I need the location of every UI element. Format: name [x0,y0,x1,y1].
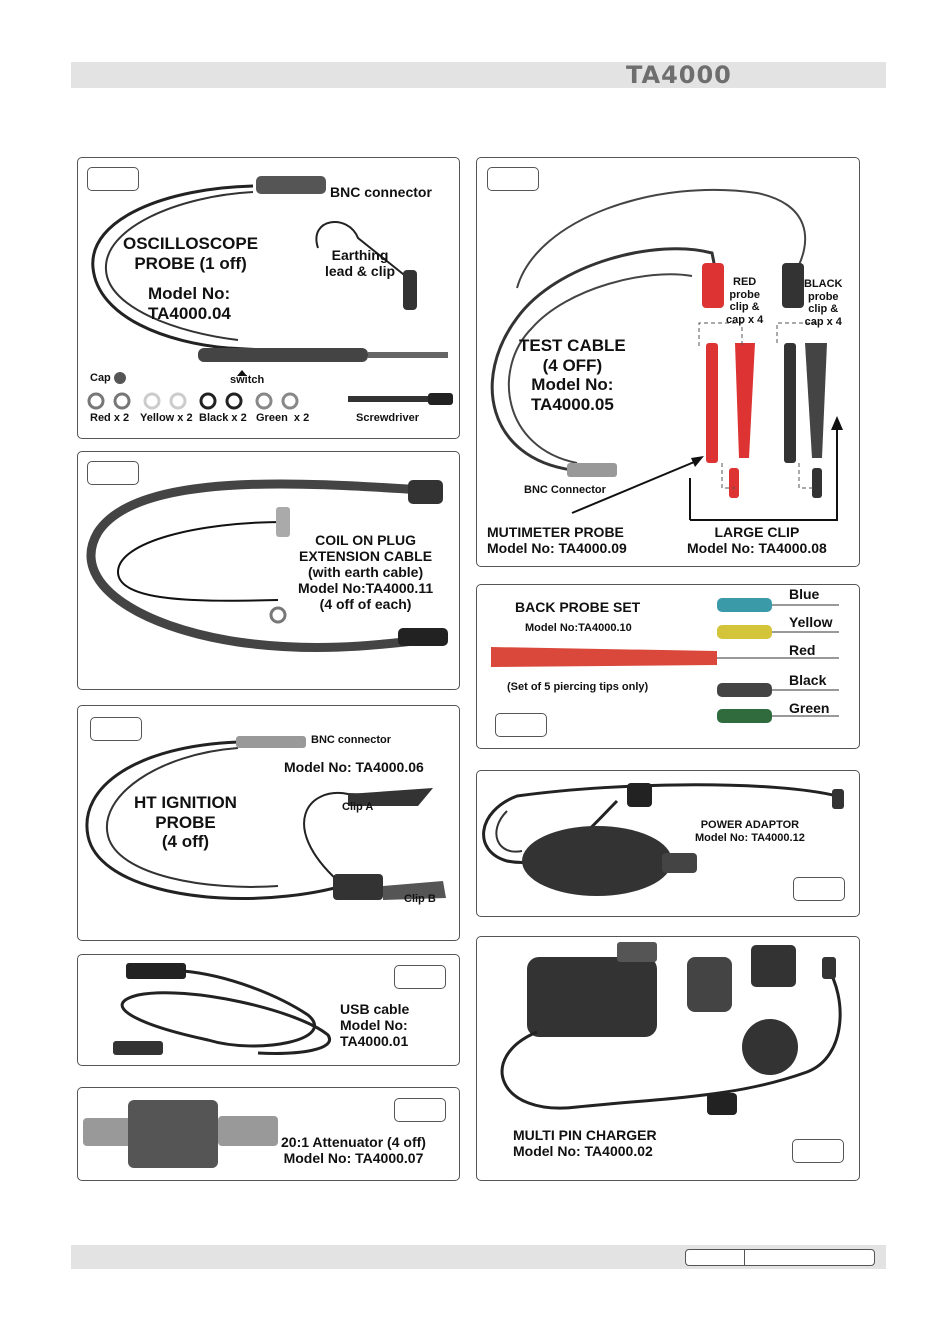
footer-box-left [685,1249,745,1266]
color-label-yellow: Yellow [789,614,833,630]
oscilloscope-probe-name: OSCILLOSCOPE PROBE (1 off) [123,234,259,273]
ring-label-green: Green x 2 [256,412,310,424]
ring-label-yellow: Yellow x 2 [140,412,193,424]
ring-label-red: Red x 2 [90,412,130,424]
cap-label: Cap [90,372,111,384]
back-probe-model: Model No:TA4000.10 [525,622,632,634]
attenuator-label: 20:1 Attenuator (4 off) Model No: TA4000.07 [281,1134,426,1167]
page-title: TA4000 [626,61,732,89]
bnc-connector-label: BNC connector [330,184,432,200]
large-clip-label: LARGE CLIP Model No: TA4000.08 [687,524,827,557]
panel-power-adaptor [476,770,860,917]
test-cable-name: TEST CABLE (4 OFF) Model No: TA4000.05 [519,336,626,414]
power-adaptor-label: POWER ADAPTOR Model No: TA4000.12 [695,819,805,844]
black-probe-label: BLACK probe clip & cap x 4 [804,278,843,328]
panel-attenuator [77,1087,460,1181]
coil-on-plug-label: COIL ON PLUG EXTENSION CABLE (with earth cable) Model No:TA4000.11 (4 off of each) [298,532,434,613]
multi-pin-charger-label: MULTI PIN CHARGER Model No: TA4000.02 [513,1127,657,1160]
header-band [71,62,886,88]
red-probe-label: RED probe clip & cap x 4 [726,276,764,326]
ring-label-black: Black x 2 [199,412,247,424]
color-label-green: Green [789,700,830,716]
earthing-lead-label: Earthing lead & clip [325,247,396,280]
back-probe-note: (Set of 5 piercing tips only) [507,681,649,693]
color-label-black: Black [789,672,827,688]
panel-oscilloscope-probe [77,157,460,439]
ht-ignition-probe-name: HT IGNITION PROBE (4 off) [134,793,237,852]
switch-label: switch [230,374,265,386]
bnc-connector-label: BNC Connector [524,484,606,496]
color-label-blue: Blue [789,586,820,602]
panel-back-probe-set [476,584,860,749]
usb-cable-label: USB cable Model No: TA4000.01 [340,1001,410,1050]
multimeter-probe-label: MUTIMETER PROBE Model No: TA4000.09 [487,524,627,557]
clip-b-label: Clip B [404,893,436,905]
back-probe-title: BACK PROBE SET [515,599,641,615]
screwdriver-label: Screwdriver [356,412,419,424]
panel-usb-cable [77,954,460,1066]
footer-box-right [744,1249,875,1266]
panel-test-cable [476,157,860,567]
oscilloscope-model: Model No: TA4000.04 [148,284,231,323]
panel-ht-ignition-probe [77,705,460,941]
color-label-red: Red [789,642,816,658]
clip-a-label: Clip A [342,801,374,813]
panel-multi-pin-charger [476,936,860,1181]
ht-model-label: Model No: TA4000.06 [284,759,424,775]
ht-bnc-connector-label: BNC connector [311,734,392,746]
panel-coil-on-plug [77,451,460,690]
